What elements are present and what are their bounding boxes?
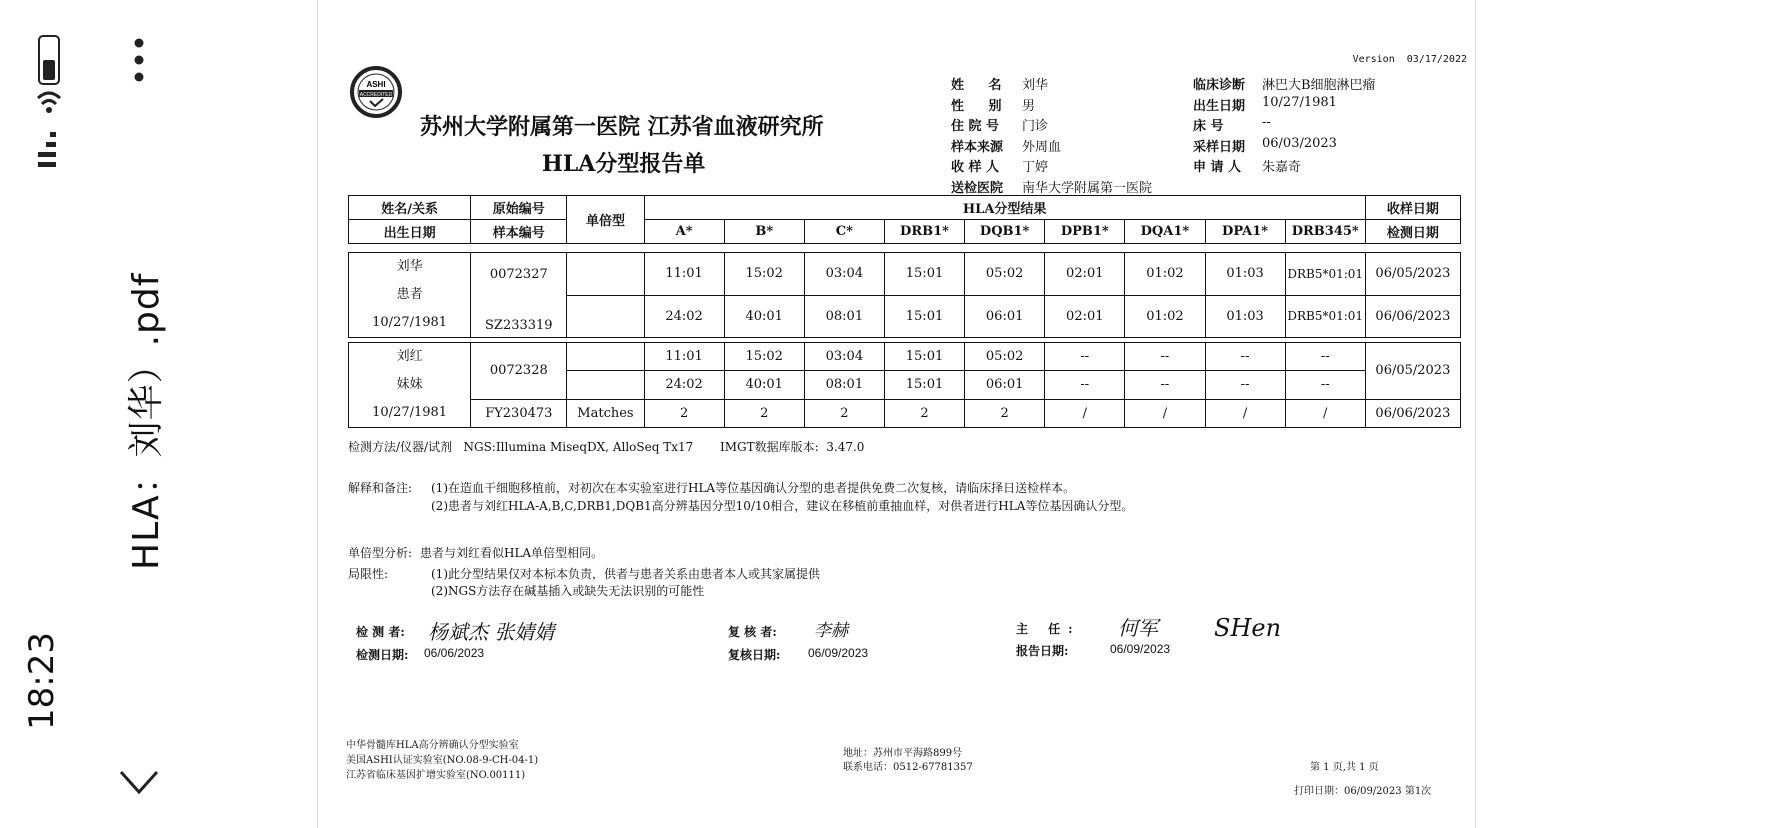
donor-hla-table: 刘红 妹妹 10/27/1981 0072328 11:01 15:02 03:04 15:01 05:02 -- -- -- -- 06/05/2023 24:02 40:01 08:01 15:01 06:01 -- -- -- -- FY230473 Matches 2 2 2 2 2 / / / / 06/06/2023 [348,342,1461,428]
limit-1: (1)此分型结果仅对本标本负责，供者与患者关系由患者本人或其家属提供 [431,567,821,581]
remark-2: (2)患者与刘红HLA-A,B,C,DRB1,DQB1高分辨基因分型10/10相合，建议在移植前重抽血样，对供者进行HLA等位基因确认分型。 [431,499,1134,513]
report-title-hospital: 苏州大学附属第一医院 江苏省血液研究所 [420,114,824,140]
report-date-label: 报告日期: [1016,644,1069,658]
method-line: 检测方法/仪器/试剂 NGS:Illumina MiseqDX, AlloSeq Tx17 IMGT数据库版本: 3.47.0 [348,440,865,454]
haplo-text: 患者与刘红看似HLA单倍型相同。 [420,546,604,560]
page-info: 第 1 页,共 1 页 [1310,762,1379,773]
footer-phone: 联系电话：0512-67781357 [843,762,973,773]
chevron-down-icon[interactable] [118,768,160,798]
status-time: 18:23 [22,632,62,730]
version-line: Version 03/17/2022 [1352,54,1467,65]
svg-text:ACCREDITED: ACCREDITED [359,92,393,98]
ashi-logo [350,66,402,118]
svg-text:ASHI: ASHI [366,80,386,89]
footer-lab-1: 中华骨髓库HLA高分辨确认分型实验室 [346,740,519,751]
viewer-sidebar [0,0,318,828]
footer-lab-2: 美国ASHI认证实验室(NO.08-9-CH-04-1) [346,755,539,766]
footer-address: 地址：苏州市平海路899号 [843,748,963,759]
tester-label: 检 测 者: [356,625,405,639]
director-label: 主 任: [1016,622,1081,636]
test-date-label: 检测日期: [356,648,409,662]
tester-signature: 杨斌杰 张婧婧 [428,620,555,644]
report-page: Version 03/17/2022 ASHI ACCREDITED 苏州大学附属第一医院 江苏省血液研究所 HLA分型报告单 姓 名 刘华 性 别 男 住 院 号 门诊 样本来源 外周血 收 样 人 丁婷 送检医院 南华大学附属第一医院 临床诊断 淋巴大B细胞淋巴瘤 出生日期 10/27/1981 床 号 -- 采样日期 06/03/2023 申 请 人 朱嘉奇 姓名/关系 原始编号 单倍型 HLA分型结果 收样日期 出生日期 样本编号 A* B* C* DRB1* DQB1* DPB1* DQA1* DPA1* DRB345* 检测日期 刘华 患者 10/27/1981 0072327 11:01 15:02 03:04 15:01 05:02 02:01 01:02 01:03 DRB5*01:01 06/05/2023 SZ233319 24:02 40:01 08:01 15:01 06:01 02:01 01:02 01:03 DRB5*01:01 06/06/2023 刘红 妹妹 10/27/1981 0072328 11:01 15:02 03:04 15:01 05:02 -- -- -- -- 06/05/2023 24:02 40:01 08:01 15:01 06:01 -- -- -- -- FY230473 Matches 2 2 2 2 2 / / / / 06/06/2023 检测方法/仪器/试剂 NGS:Illumina MiseqDX, AlloSeq Tx17 IMGT数据库版本: 3.47.0 解释和备注: (1)在造血干细胞移植前，对初次在本实验室进行HLA等位基因确认分型的患者提供免费二次复核，请临床择日送检样本。 (2)患者与刘红HLA-A,B,C,DRB1,DQB1高分辨基因分型10/10相合，建议在移植前重抽血样，对供者进行HLA等位基因确认分型。 单倍型分析: 患者与刘红看似HLA单倍型相同。 局限性: (1)此分型结果仅对本标本负责，供者与患者关系由患者本人或其家属提供 (2)NGS方法存在碱基插入或缺失无法识别的可能性 检 测 者: 杨斌杰 张婧婧 检测日期: 06/06/2023 复 核 者: 李赫 复核日期: 06/09/2023 主 任: 何军 SHen 报告日期: 06/09/2023 中华骨髓库HLA高分辨确认分型实验室 美国ASHI认证实验室(NO.08-9-CH-04-1) 江苏省临床基因扩增实验室(NO.00111) 地址：苏州市平海路899号 联系电话：0512-67781357 第 1 页,共 1 页 打印日期：06/09/2023 第1次 [317,0,1476,828]
document-title: HLA：刘华）.pdf [126,272,167,570]
status-icons [36,34,62,176]
report-date: 06/09/2023 [1110,642,1171,656]
director-signature-2: SHen [1214,614,1282,642]
reviewer-label: 复 核 者: [728,625,777,639]
more-options-icon[interactable] [132,38,146,84]
director-signature: 何军 [1118,616,1158,640]
review-date: 06/09/2023 [808,646,869,660]
print-info: 打印日期：06/09/2023 第1次 [1294,786,1432,797]
limit-2: (2)NGS方法存在碱基插入或缺失无法识别的可能性 [431,584,705,598]
footer-lab-3: 江苏省临床基因扩增实验室(NO.00111) [346,770,526,781]
remark-1: (1)在造血干细胞移植前，对初次在本实验室进行HLA等位基因确认分型的患者提供免费二次复核，请临床择日送检样本。 [431,481,1076,495]
wifi-icon [38,93,60,113]
remarks-label: 解释和备注: [348,481,413,495]
signal-icon [38,132,56,167]
limit-label: 局限性: [348,567,389,581]
patient-hla-table: 刘华 患者 10/27/1981 0072327 11:01 15:02 03:04 15:01 05:02 02:01 01:02 01:03 DRB5*01:01 06/05/2023 SZ233319 24:02 40:01 08:01 15:01 06:01 02:01 01:02 01:03 DRB5*01:01 06/06/2023 [348,252,1461,338]
review-date-label: 复核日期: [728,648,781,662]
battery-icon [39,36,59,84]
reviewer-signature: 李赫 [814,621,848,641]
haplo-label: 单倍型分析: [348,546,413,560]
test-date: 06/06/2023 [424,646,485,660]
hla-header-table: 姓名/关系 原始编号 单倍型 HLA分型结果 收样日期 出生日期 样本编号 A* B* C* DRB1* DQB1* DPB1* DQA1* DPA1* DRB345* 检测日期 [348,195,1461,244]
report-title: HLA分型报告单 [542,151,706,177]
